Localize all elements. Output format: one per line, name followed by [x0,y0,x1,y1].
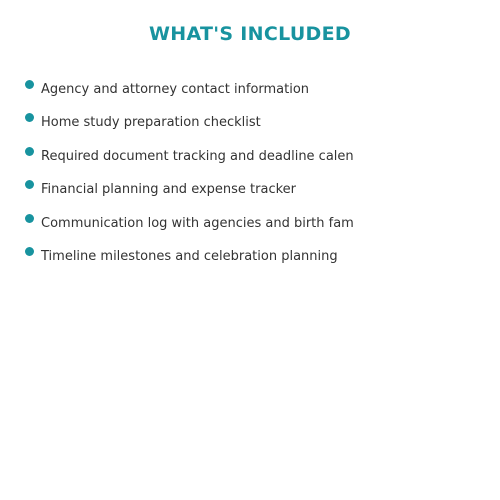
list-item [24,245,494,278]
bullet-icon [25,180,34,189]
list-item-label: Home study preparation checklist [41,115,261,131]
included-items-list [24,78,494,278]
list-item [24,212,494,245]
list-item [24,78,494,111]
list-item-label: Agency and attorney contact information [41,82,310,97]
list-item [24,111,494,144]
list-item-label: Communication log with agencies and birth fam [41,215,354,231]
bullet-icon [25,80,34,89]
list-item [24,178,494,211]
bullet-icon [25,113,34,122]
list-item-label: Financial planning and expense tracker [41,182,297,198]
page-title: WHAT'S INCLUDED [149,23,351,45]
bullet-icon [25,147,34,156]
bullet-icon [25,214,34,223]
bullet-icon [25,247,34,256]
list-item [24,145,494,178]
list-item-label: Required document tracking and deadline calen [41,148,354,164]
list-item-label: Timeline milestones and celebration planning [41,248,338,264]
